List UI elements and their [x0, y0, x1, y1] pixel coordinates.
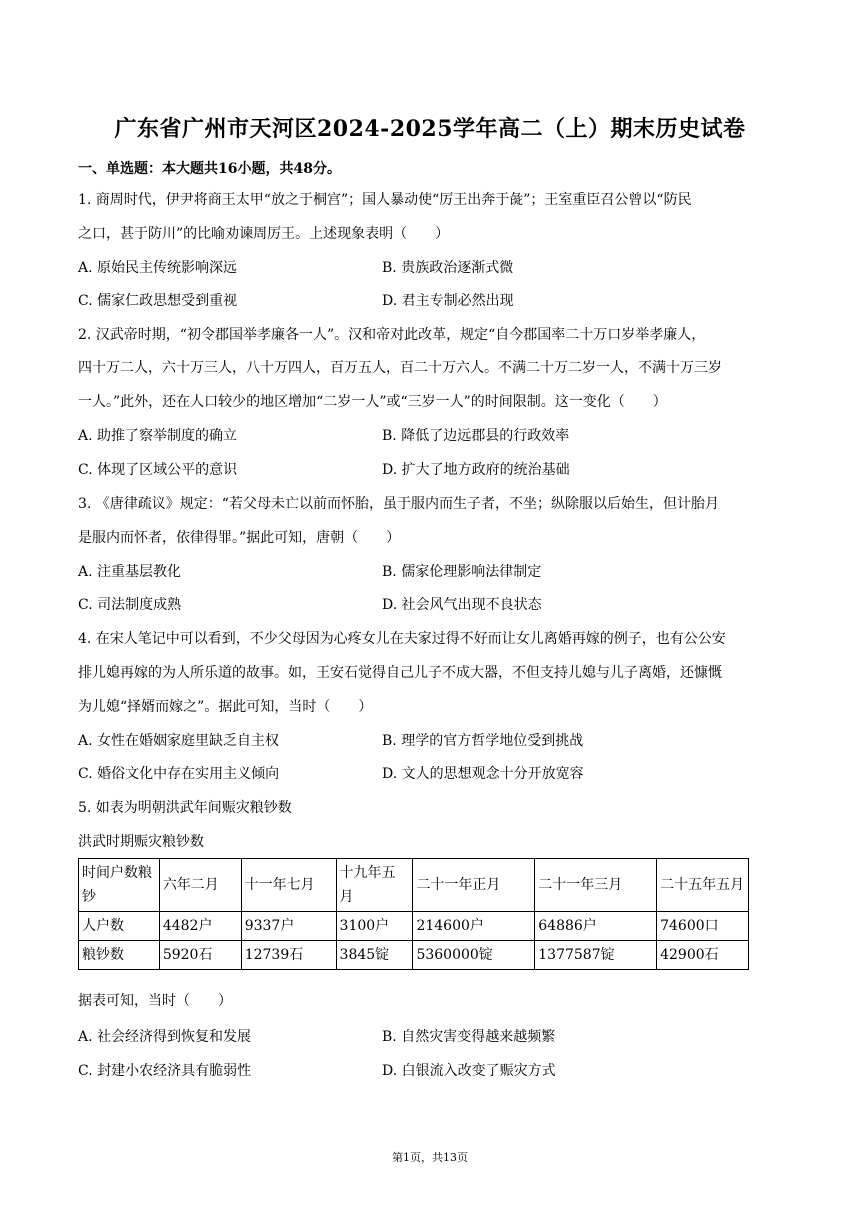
q5-option-a[interactable]: A. 社会经济得到恢复和发展: [78, 1029, 252, 1045]
q2-option-d[interactable]: D. 扩大了地方政府的统治基础: [382, 462, 570, 478]
table-cell: 5360000锭: [413, 941, 535, 970]
q3-option-c[interactable]: C. 司法制度成熟: [78, 597, 182, 613]
q5-stem-line-1: 5. 如表为明朝洪武年间赈灾粮钞数: [78, 800, 292, 816]
q1-option-d[interactable]: D. 君主专制必然出现: [382, 293, 514, 309]
table-header-cell: 十一年七月: [241, 859, 336, 912]
q1-option-a[interactable]: A. 原始民主传统影响深远: [78, 260, 238, 276]
table-cell: 3100户: [336, 912, 413, 941]
q5-option-c[interactable]: C. 封建小农经济具有脆弱性: [78, 1063, 252, 1079]
table-row: [79, 912, 749, 941]
q4-option-d[interactable]: D. 文人的思想观念十分开放宽容: [382, 766, 584, 782]
q3-option-b[interactable]: B. 儒家伦理影响法律制定: [382, 564, 542, 580]
q2-option-a[interactable]: A. 助推了察举制度的确立: [78, 428, 238, 444]
q3-stem-line-1: 3. 《唐律疏议》规定：“若父母未亡以前而怀胎，虽于服内而生子者，不坐；纵除服以后始生，但计胎月: [78, 496, 719, 512]
table-cell: 粮钞数: [79, 941, 160, 970]
table-header-cell: 二十一年正月: [413, 859, 535, 912]
q2-stem-line-3: 一人。”此外，还在人口较少的地区增加“二岁一人”或“三岁一人”的时间限制。这一变化（ ）: [78, 394, 667, 410]
table-cell: 3845锭: [336, 941, 413, 970]
q4-option-c[interactable]: C. 婚俗文化中存在实用主义倾向: [78, 766, 280, 782]
q5-option-d[interactable]: D. 白银流入改变了赈灾方式: [382, 1063, 556, 1079]
table-caption: 洪武时期赈灾粮钞数: [78, 834, 204, 850]
table-row: [79, 941, 749, 970]
q4-stem-line-2: 排儿媳再嫁的为人所乐道的故事。如，王安石觉得自己儿子不成大器，不但支持儿媳与儿子离婚，还慷慨: [78, 665, 722, 681]
table-cell: 1377587锭: [535, 941, 657, 970]
table-header-cell: 二十一年三月: [535, 859, 657, 912]
page-number: 第1页，共13页: [392, 1151, 468, 1164]
q4-option-a[interactable]: A. 女性在婚姻家庭里缺乏自主权: [78, 733, 280, 749]
table-header-cell: 十九年五月: [336, 859, 413, 912]
table-header-cell: 二十五年五月: [657, 859, 749, 912]
table-cell: 214600户: [413, 912, 535, 941]
table-cell: 64886户: [535, 912, 657, 941]
q2-stem-line-2: 四十万二人，六十万三人，八十万四人，百万五人，百二十万六人。不满二十万二岁一人，不满十万三岁: [78, 360, 722, 376]
table-cell: 74600口: [657, 912, 749, 941]
q4-stem-line-3: 为儿媳“择婿而嫁之”。据此可知，当时（ ）: [78, 699, 373, 715]
q4-option-b[interactable]: B. 理学的官方哲学地位受到挑战: [382, 733, 584, 749]
q1-stem-line-1: 1. 商周时代，伊尹将商王太甲“放之于桐宫”；国人暴动使“厉王出奔于彘”；王室重臣召公曾以“防民: [78, 192, 692, 208]
q3-stem-line-2: 是服内而怀者，依律得罪。”据此可知，唐朝（ ）: [78, 530, 401, 546]
q2-option-b[interactable]: B. 降低了边远郡县的行政效率: [382, 428, 570, 444]
q3-option-d[interactable]: D. 社会风气出现不良状态: [382, 597, 542, 613]
table-cell: 12739石: [241, 941, 336, 970]
relief-data-table: [78, 858, 749, 970]
table-cell: 42900石: [657, 941, 749, 970]
q1-option-b[interactable]: B. 贵族政治逐渐式微: [382, 260, 514, 276]
q2-option-c[interactable]: C. 体现了区域公平的意识: [78, 462, 238, 478]
q1-option-c[interactable]: C. 儒家仁政思想受到重视: [78, 293, 238, 309]
table-cell: 人户数: [79, 912, 160, 941]
table-cell: 9337户: [241, 912, 336, 941]
section-heading: 一、单选题：本大题共16小题，共48分。: [78, 161, 341, 177]
table-cell: 5920石: [159, 941, 241, 970]
table-cell: 4482户: [159, 912, 241, 941]
table-header-cell: 时间户数粮钞: [79, 859, 160, 912]
table-header-row: [79, 859, 749, 912]
q1-stem-line-2: 之口，甚于防川”的比喻劝谏周厉王。上述现象表明（ ）: [78, 226, 450, 242]
table-header-cell: 六年二月: [159, 859, 241, 912]
q2-stem-line-1: 2. 汉武帝时期，“初令郡国举孝廉各一人”。汉和帝对此改革，规定“自今郡国率二十万口岁举孝廉人，: [78, 327, 706, 343]
q3-option-a[interactable]: A. 注重基层教化: [78, 564, 182, 580]
q5-option-b[interactable]: B. 自然灾害变得越来越频繁: [382, 1029, 556, 1045]
q5-stem-after-table: 据表可知，当时（ ）: [78, 993, 232, 1009]
q4-stem-line-1: 4. 在宋人笔记中可以看到，不少父母因为心疼女儿在夫家过得不好而让女儿离婚再嫁的例子，也有公公安: [78, 631, 726, 647]
exam-title: 广东省广州市天河区2024-2025学年高二（上）期末历史试卷: [114, 116, 746, 142]
